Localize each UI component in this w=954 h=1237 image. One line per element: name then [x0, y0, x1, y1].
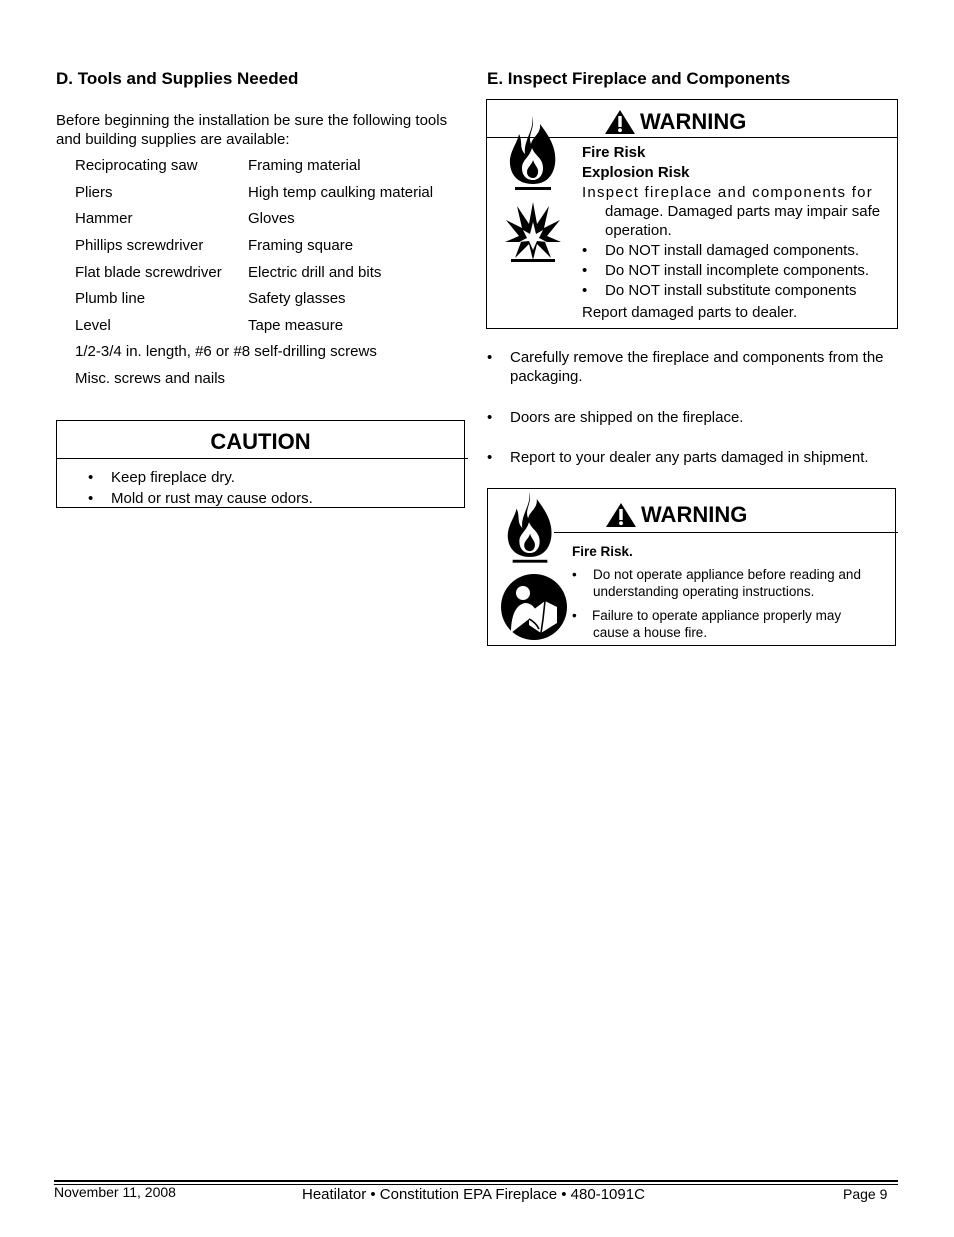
- footer-date: November 11, 2008: [54, 1184, 176, 1200]
- risk-label: Explosion Risk: [582, 164, 690, 181]
- intro-line-2: and building supplies are available:: [56, 131, 290, 148]
- section-heading-tools: D. Tools and Supplies Needed: [56, 69, 299, 88]
- flame-icon: [503, 489, 557, 565]
- tools-row: [75, 237, 354, 254]
- intro-line-1: Before beginning the installation be sure the following tools: [56, 112, 448, 129]
- footer-rule: [54, 1180, 898, 1182]
- tool-item: Reciprocating saw: [75, 157, 198, 174]
- flame-icon: [505, 114, 561, 192]
- footer-page: Page 9: [843, 1186, 888, 1202]
- warning-triangle-icon: [604, 109, 636, 135]
- warning-text: Inspect fireplace and components for: [582, 184, 873, 201]
- warning-title: WARNING: [605, 502, 747, 528]
- warning-box-2: WARNING Fire Risk. • Do not operate appliance before reading and understanding operating instructions. • Failure to operate appliance properly may cause a house fire.: [487, 488, 896, 646]
- warning-text: damage. Damaged parts may impair safe: [605, 203, 881, 220]
- tool-item: Safety glasses: [248, 290, 346, 307]
- read-manual-icon: [499, 573, 569, 641]
- footer-title: Heatilator • Constitution EPA Fireplace • 480-1091C: [302, 1186, 645, 1203]
- tool-item: High temp caulking material: [248, 184, 434, 201]
- caution-divider: [57, 458, 468, 459]
- tool-item: Pliers: [75, 184, 113, 201]
- tool-item: Electric drill and bits: [248, 264, 382, 281]
- tools-row: [75, 157, 361, 174]
- warning-title: WARNING: [604, 109, 746, 135]
- warning-box-1: WARNING Fire Risk Explosion Risk Inspect fireplace and components for damage. Damaged parts may impair safe operation. • Do NOT install damaged components. • Do NOT install incomplete components. • Do NOT install substitute components Report damaged parts to dealer.: [486, 99, 898, 329]
- tool-item: Gloves: [248, 210, 295, 227]
- tools-row: [75, 317, 344, 334]
- tool-item: Framing square: [248, 237, 354, 254]
- inspect-bullet-cont: packaging.: [510, 368, 583, 385]
- warning-triangle-icon: [605, 502, 637, 528]
- caution-box: CAUTION • Keep fireplace dry. • Mold or rust may cause odors.: [56, 420, 465, 508]
- footer-rule: [54, 1184, 898, 1185]
- screws-line: 1/2-3/4 in. length, #6 or #8 self-drilling screws: [75, 343, 377, 360]
- tools-row: [75, 290, 346, 307]
- tool-item: Framing material: [248, 157, 361, 174]
- explosion-icon: [503, 200, 563, 262]
- warning-divider: [554, 532, 898, 533]
- tools-row: [75, 264, 382, 281]
- tool-item: Level: [75, 317, 111, 334]
- tool-item: Hammer: [75, 210, 133, 227]
- warning-text: operation.: [605, 222, 672, 239]
- tool-item: Flat blade screwdriver: [75, 264, 222, 281]
- risk-label: Fire Risk: [582, 144, 646, 161]
- tools-row: [75, 210, 295, 227]
- section-heading-inspect: E. Inspect Fireplace and Components: [487, 69, 791, 88]
- misc-line: Misc. screws and nails: [75, 370, 226, 387]
- tool-item: Tape measure: [248, 317, 344, 334]
- warning-item-cont: cause a house fire.: [593, 625, 708, 640]
- warning-item-cont: understanding operating instructions.: [593, 584, 815, 599]
- risk-label: Fire Risk.: [572, 544, 633, 559]
- tool-item: Phillips screwdriver: [75, 237, 204, 254]
- tools-row: [75, 184, 434, 201]
- caution-title: CAUTION: [210, 429, 311, 454]
- tool-item: Plumb line: [75, 290, 146, 307]
- report-text: Report damaged parts to dealer.: [582, 304, 798, 321]
